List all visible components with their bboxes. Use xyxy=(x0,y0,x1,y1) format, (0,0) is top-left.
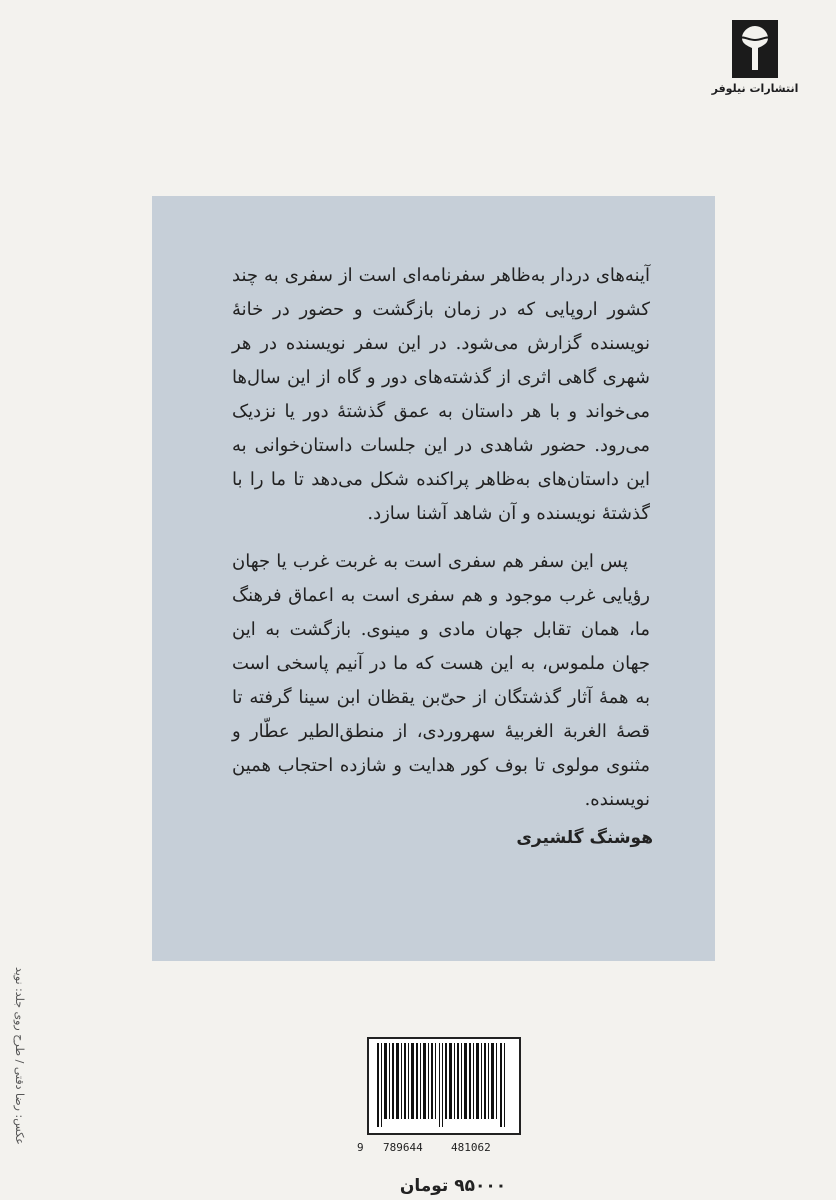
barcode-digits-right: 481062 xyxy=(451,1141,491,1154)
barcode-digit-lead: 9 xyxy=(357,1141,364,1154)
price-label: ۹۵۰۰۰ تومان xyxy=(399,1176,507,1196)
barcode-bars-icon xyxy=(373,1043,513,1127)
barcode-digits-left: 789644 xyxy=(383,1141,423,1154)
publisher-logo xyxy=(700,18,810,118)
publisher-emblem-icon xyxy=(730,18,780,80)
isbn-barcode xyxy=(357,1037,517,1167)
blurb-paragraph-1: آینه‌های دردار به‌ظاهر سفرنامه‌ای است از سفری به چند کشور اروپایی که در زمان بازگشت و حضور در خانهٔ نویسنده گزارش می‌شود. در این سفر نویسنده در هر شهری گاهی اثری از گذشته‌های دور و گاه از این سال‌ها می‌خواند و با هر داستان به عمق گذشتهٔ دور یا نزدیک می‌رود. حضور شاهدی در این جلسات داستان‌خوانی به این داستان‌های به‌ظاهر پراکنده شکل می‌دهد تا ما را با گذشتهٔ نویسنده و آن شاهد آشنا سازد. xyxy=(232,265,650,524)
author-name: هوشنگ گلشیری xyxy=(516,828,653,848)
blurb-text xyxy=(232,259,650,831)
cover-credits: عکس: رضا دقتی / طرح روی جلد: نوید xyxy=(13,967,26,1145)
publisher-name: انتشارات نیلوفر xyxy=(711,82,799,95)
blurb-panel xyxy=(152,196,715,961)
blurb-paragraph-2: پس این سفر هم سفری است به غربت غرب یا جهان رؤیایی غرب موجود و هم سفری است به اعماق فرهنگ ما، همان تقابل جهان مادی و مینوی. بازگشت به این جهان ملموس، به این هست که ما در آنیم پاسخی است به همهٔ آثار گذشتگان از حیّ‌بن یقظان ابن سینا گرفته تا قصهٔ الغربة الغربیهٔ سهروردی، از منطق‌الطیر عطّار و مثنوی مولوی تا بوف کور هدایت و شازده احتجاب همین نویسنده. xyxy=(232,551,650,810)
